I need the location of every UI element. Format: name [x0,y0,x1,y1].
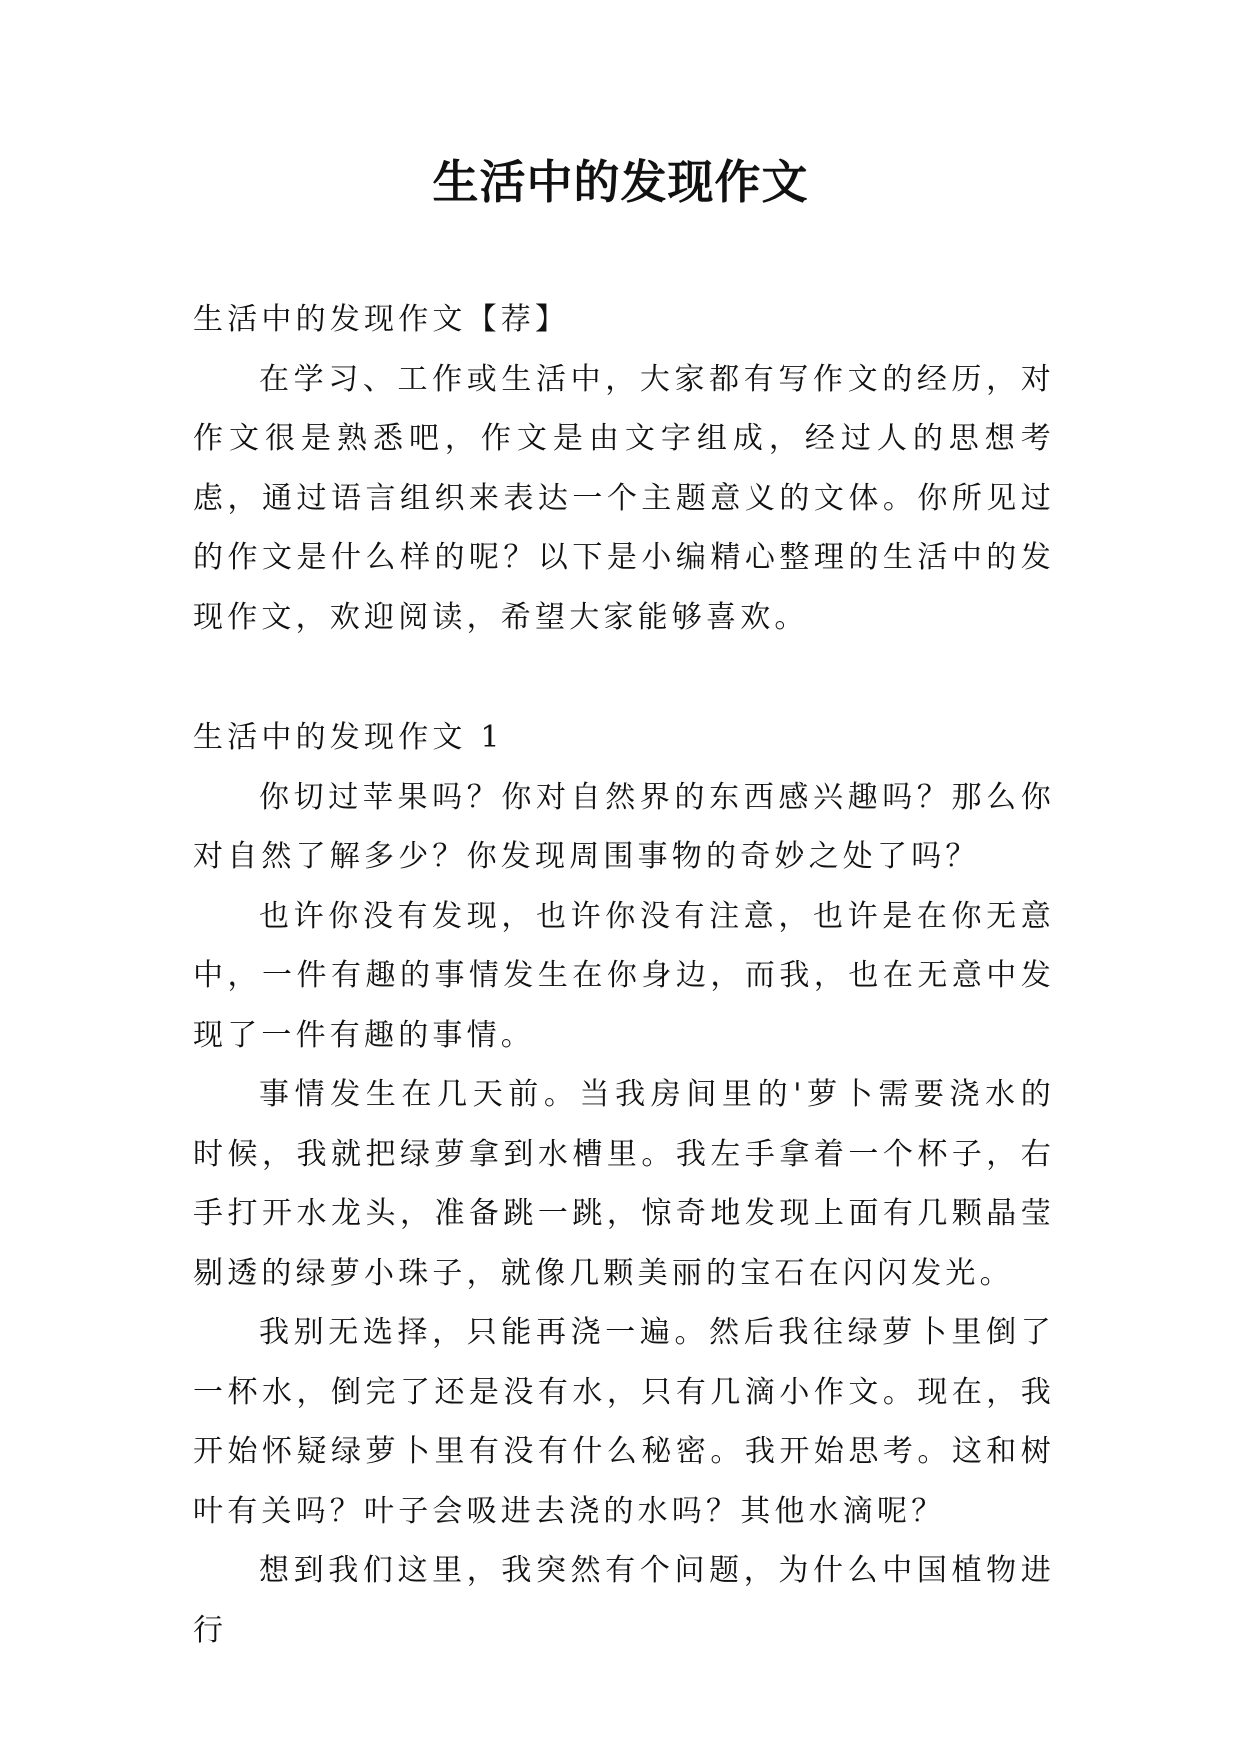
document-title: 生活中的发现作文 [432,155,809,209]
essay-paragraph-3: 事情发生在几天前。当我房间里的'萝卜需要浇水的时候，我就把绿萝拿到水槽里。我左手拿着一个杯子，右手打开水龙头，准备跳一跳，惊奇地发现上面有几颗晶莹剔透的绿萝小珠子，就像几颗美丽的宝石在闪闪发光。 [193,1077,1055,1291]
intro-heading: 生活中的发现作文【荐】 [193,302,570,337]
intro-paragraph: 在学习、工作或生活中，大家都有写作文的经历，对作文很是熟悉吧，作文是由文字组成，经过人的思想考虑，通过语言组织来表达一个主题意义的文体。你所见过的作文是什么样的呢？以下是小编精心整理的生活中的发现作文，欢迎阅读，希望大家能够喜欢。 [193,361,1055,635]
essay-paragraph-1: 你切过苹果吗？你对自然界的东西感兴趣吗？那么你对自然了解多少？你发现周围事物的奇妙之处了吗？ [193,779,1055,874]
section-spacer [193,647,1055,708]
essay-paragraph-2: 也许你没有发现，也许你没有注意，也许是在你无意中，一件有趣的事情发生在你身边，而我，也在无意中发现了一件有趣的事情。 [193,898,1055,1053]
document-body [193,290,1055,1660]
essay-heading: 生活中的发现作文 1 [193,720,504,755]
essay-paragraph-5: 想到我们这里，我突然有个问题，为什么中国植物进行 [193,1553,1055,1648]
essay-paragraph-4: 我别无选择，只能再浇一遍。然后我往绿萝卜里倒了一杯水，倒完了还是没有水，只有几滴小作文。现在，我开始怀疑绿萝卜里有没有什么秘密。我开始思考。这和树叶有关吗？叶子会吸进去浇的水吗？其他水滴呢？ [193,1315,1055,1529]
